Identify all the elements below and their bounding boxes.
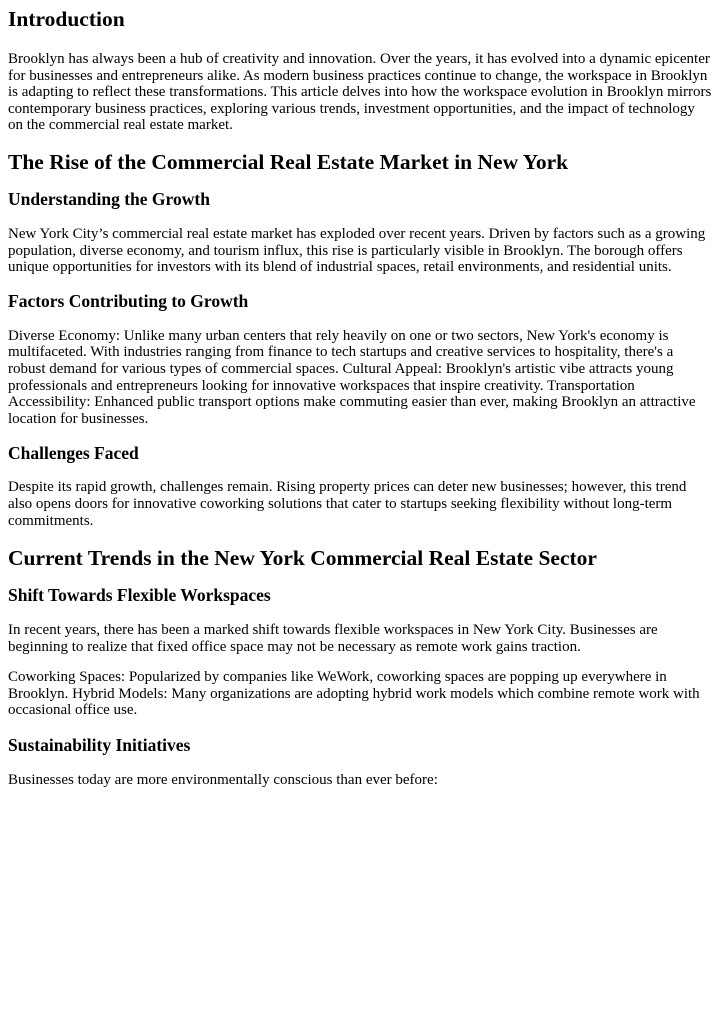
trends-heading: Current Trends in the New York Commercial Real Estate Sector: [8, 546, 597, 571]
flexible-workspaces-paragraph: In recent years, there has been a marked shift towards flexible workspaces in New York City. Businesses are beginning to realize that fixed office space may not be necessary as remote work gains traction.: [8, 622, 658, 655]
introduction-heading: Introduction: [8, 7, 125, 31]
flexible-workspaces-heading: Shift Towards Flexible Workspaces: [8, 585, 271, 606]
rise-heading: The Rise of the Commercial Real Estate Market in New York: [8, 149, 569, 174]
factors-heading: Factors Contributing to Growth: [8, 290, 249, 311]
factors-paragraph: Diverse Economy: Unlike many urban centers that rely heavily on one or two sectors, New York's economy is multifaceted. With industries ranging from finance to tech startups and creative services to hospitality, there's a robust demand for various types of commercial spaces. Cultural Appeal: Brooklyn's artistic vibe attracts young professionals and entrepreneurs looking for innovative workspaces that inspire creativity. Transportation Accessibility: Enhanced public transport options make commuting easier than ever, making Brooklyn an attractive location for businesses.: [8, 327, 696, 427]
challenges-heading: Challenges Faced: [8, 443, 139, 464]
introduction-paragraph: Brooklyn has always been a hub of creativity and innovation. Over the years, it has evolved into a dynamic epicenter for businesses and entrepreneurs alike. As modern business practices continue to change, the workspace in Brooklyn is adapting to reflect these transformations. This article delves into how the workspace evolution in Brooklyn mirrors contemporary business practices, exploring various trends, investment opportunities, and the impact of technology on the commercial real estate market.: [8, 51, 712, 134]
coworking-hybrid-paragraph: Coworking Spaces: Popularized by companies like WeWork, coworking spaces are popping up everywhere in Brooklyn. Hybrid Models: Many organizations are adopting hybrid work models which combine remote work with occasional office use.: [8, 669, 700, 719]
sustainability-paragraph: Businesses today are more environmentally conscious than ever before:: [8, 772, 438, 789]
sustainability-heading: Sustainability Initiatives: [8, 735, 191, 756]
understanding-growth-heading: Understanding the Growth: [8, 188, 210, 209]
challenges-paragraph: Despite its rapid growth, challenges remain. Rising property prices can deter new businesses; however, this trend also opens doors for innovative coworking solutions that cater to startups seeking flexibility without long-term commitments.: [8, 479, 687, 529]
understanding-growth-paragraph: New York City’s commercial real estate market has exploded over recent years. Driven by factors such as a growing population, diverse economy, and tourism influx, this rise is particularly visible in Brooklyn. The borough offers unique opportunities for investors with its blend of industrial spaces, retail environments, and residential units.: [8, 225, 706, 276]
